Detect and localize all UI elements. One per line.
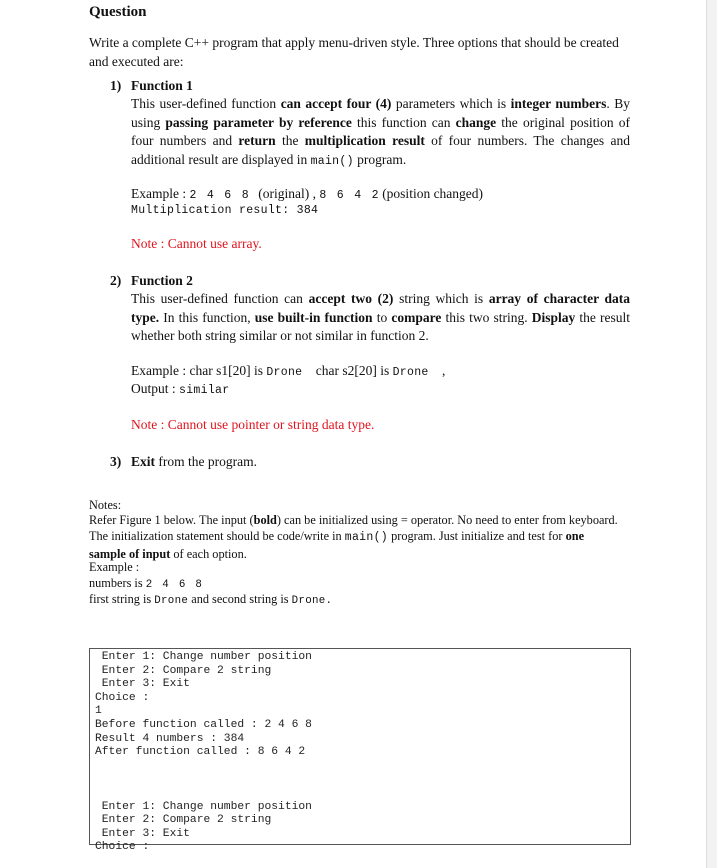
item-2-number: 2) [110,273,122,288]
text-run: this two string. [441,309,532,325]
example-changed-word: (position changed) [382,186,484,201]
item-2-output [131,381,229,397]
item-1-example [131,186,483,202]
numbers-label: numbers is [89,576,146,590]
text-run: This user-defined function [131,96,281,111]
page-scroll-edge [706,0,717,868]
code-run: main() [310,154,354,168]
item-2-heading: Function 2 [131,273,193,288]
bold-run: one sample of input [89,529,585,561]
bold-run: return [238,133,276,148]
console-text: Enter 1: Change number position Enter 2: Compare 2 string Enter 3: Exit Choice : 1 Before function called : 2 4 6 8 Result 4 numbers : 384 After function called : 8 6 4 2 Enter 1: Change number position Enter 2: Compare 2 string Enter 3: Exit Choice : [95,651,312,854]
example-changed-numbers: 8 6 4 2 [319,189,379,202]
notes-example-label: Example : [89,560,140,574]
example-s1-label: Example : char s1[20] is [131,363,267,378]
question-title: Question [89,4,147,20]
text-run: . By using [131,96,630,130]
text-run: the result whether both string similar or not similar in function 2. [131,309,630,343]
example-original-numbers: 2 4 6 8 [189,189,249,202]
bold-run: array of character data type. [131,291,631,325]
numbers-value: 2 4 6 8 [145,579,203,591]
string-middle: and second string is [188,592,292,606]
text-run: program. Just initialize and test for [388,529,566,543]
text-run: this function can [351,114,456,130]
example-s2-label: char s2[20] is [315,363,393,378]
output-label: Output : [131,381,180,396]
intro-paragraph: Write a complete C++ program that apply menu-driven style. Three options that should be created and executed are: [89,35,619,69]
bold-run: compare [391,309,442,325]
notes-instructions [89,512,619,562]
bold-run: integer numbers [510,96,607,111]
text-run: to [372,309,392,325]
bold-run: use built-in function [254,309,373,325]
item-3-rest: from the program. [155,454,257,469]
bold-run: can accept four (4) [280,96,392,111]
text-run: parameters which is [391,96,511,111]
bold-run: bold [253,513,277,527]
code-run: main() [344,531,388,544]
console-output-figure [89,648,631,854]
item-1-description [131,95,630,171]
string-prefix: first string is [89,592,155,606]
bold-run: accept two (2) [308,291,394,306]
bold-run: change [455,114,497,130]
text-run: the [275,133,305,148]
example-multiplication-result: Multiplication result: 384 [131,204,319,217]
example-s1-value: Drone [266,366,303,379]
item-3-number: 3) [110,454,122,469]
example-comma: , [441,363,446,378]
bold-run: passing parameter by reference [165,114,352,130]
text-run: ) can be initialized using = operator. No need to enter from keyboard. The initialization statement should be code/write in [89,513,618,543]
text-run: This user-defined function can [131,291,309,306]
item-3-text [131,454,257,470]
output-value: similar [179,384,230,397]
item-2-note: Note : Cannot use pointer or string data type. [131,417,375,432]
example-s2-value: Drone [392,366,429,379]
notes-string-line [89,591,619,609]
item-2-example [131,363,445,379]
item-2-description [131,290,630,346]
text-run: program. [353,151,407,167]
bold-run: Display [531,309,576,325]
example-label: Example : [131,186,190,201]
text-run: string which is [393,291,489,306]
item-1-heading: Function 1 [131,78,193,93]
text-run: Refer Figure 1 below. The input ( [89,513,254,527]
item-1-note: Note : Cannot use array. [131,236,262,251]
text-run: of each option. [170,547,247,561]
text-run: the original position of four numbers and [131,114,630,148]
text-run: In this function, [159,309,255,325]
example-original-word: (original) , [258,186,317,201]
bold-run: multiplication result [304,133,425,148]
string-second: Drone. [291,595,333,607]
item-3-heading: Exit [131,454,156,469]
notes-title: Notes: [89,498,122,512]
string-first: Drone [154,595,189,607]
item-1-number: 1) [110,78,122,93]
text-run: of four numbers. The changes and additional result are displayed in [131,133,630,167]
